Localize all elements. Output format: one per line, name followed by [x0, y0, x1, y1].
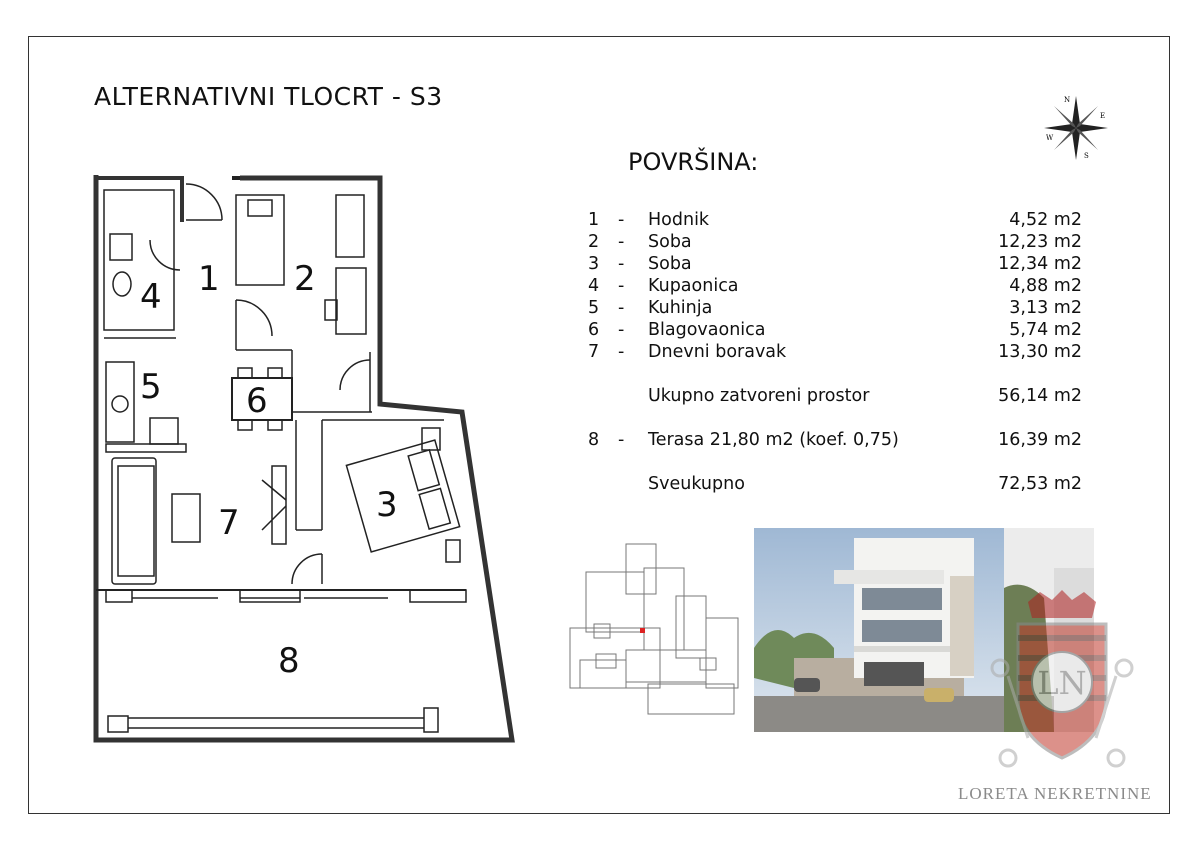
- key-plan-thumbnail: [566, 540, 746, 718]
- compass-w: W: [1046, 134, 1054, 142]
- area-row: 5 - Kuhinja 3,13 m2: [588, 298, 1082, 318]
- plan-label-8: 8: [278, 641, 300, 681]
- area-row: 1 - Hodnik 4,52 m2: [588, 210, 1082, 230]
- compass-icon: [1040, 92, 1112, 164]
- plan-label-7: 7: [218, 503, 240, 543]
- area-row: 6 - Blagovaonica 5,74 m2: [588, 320, 1082, 340]
- plan-label-5: 5: [140, 367, 162, 407]
- watermark-monogram: LN: [1037, 664, 1087, 702]
- watermark-text: LORETA NEKRETNINE: [958, 784, 1152, 803]
- area-row: 2 - Soba 12,23 m2: [588, 232, 1082, 252]
- watermark-logo: [988, 588, 1136, 778]
- area-heading: POVRŠINA:: [628, 148, 759, 176]
- plan-label-3: 3: [376, 485, 398, 525]
- compass-n: N: [1064, 96, 1071, 104]
- area-row: 7 - Dnevni boravak 13,30 m2: [588, 342, 1082, 362]
- terrace-row: 8 - Terasa 21,80 m2 (koef. 0,75) 16,39 m2: [588, 430, 1082, 450]
- compass-e: E: [1100, 112, 1106, 120]
- plan-label-4: 4: [140, 277, 162, 317]
- area-row: 3 - Soba 12,34 m2: [588, 254, 1082, 274]
- grand-total-row: Sveukupno 72,53 m2: [648, 474, 1082, 494]
- plan-label-6: 6: [246, 381, 268, 421]
- page-title: ALTERNATIVNI TLOCRT - S3: [94, 82, 443, 111]
- compass-s: S: [1084, 152, 1089, 160]
- plan-label-2: 2: [294, 259, 316, 299]
- plan-label-1: 1: [198, 259, 220, 299]
- closed-total-row: Ukupno zatvoreni prostor 56,14 m2: [648, 386, 1082, 406]
- area-row: 4 - Kupaonica 4,88 m2: [588, 276, 1082, 296]
- floor-plan: [0, 0, 520, 760]
